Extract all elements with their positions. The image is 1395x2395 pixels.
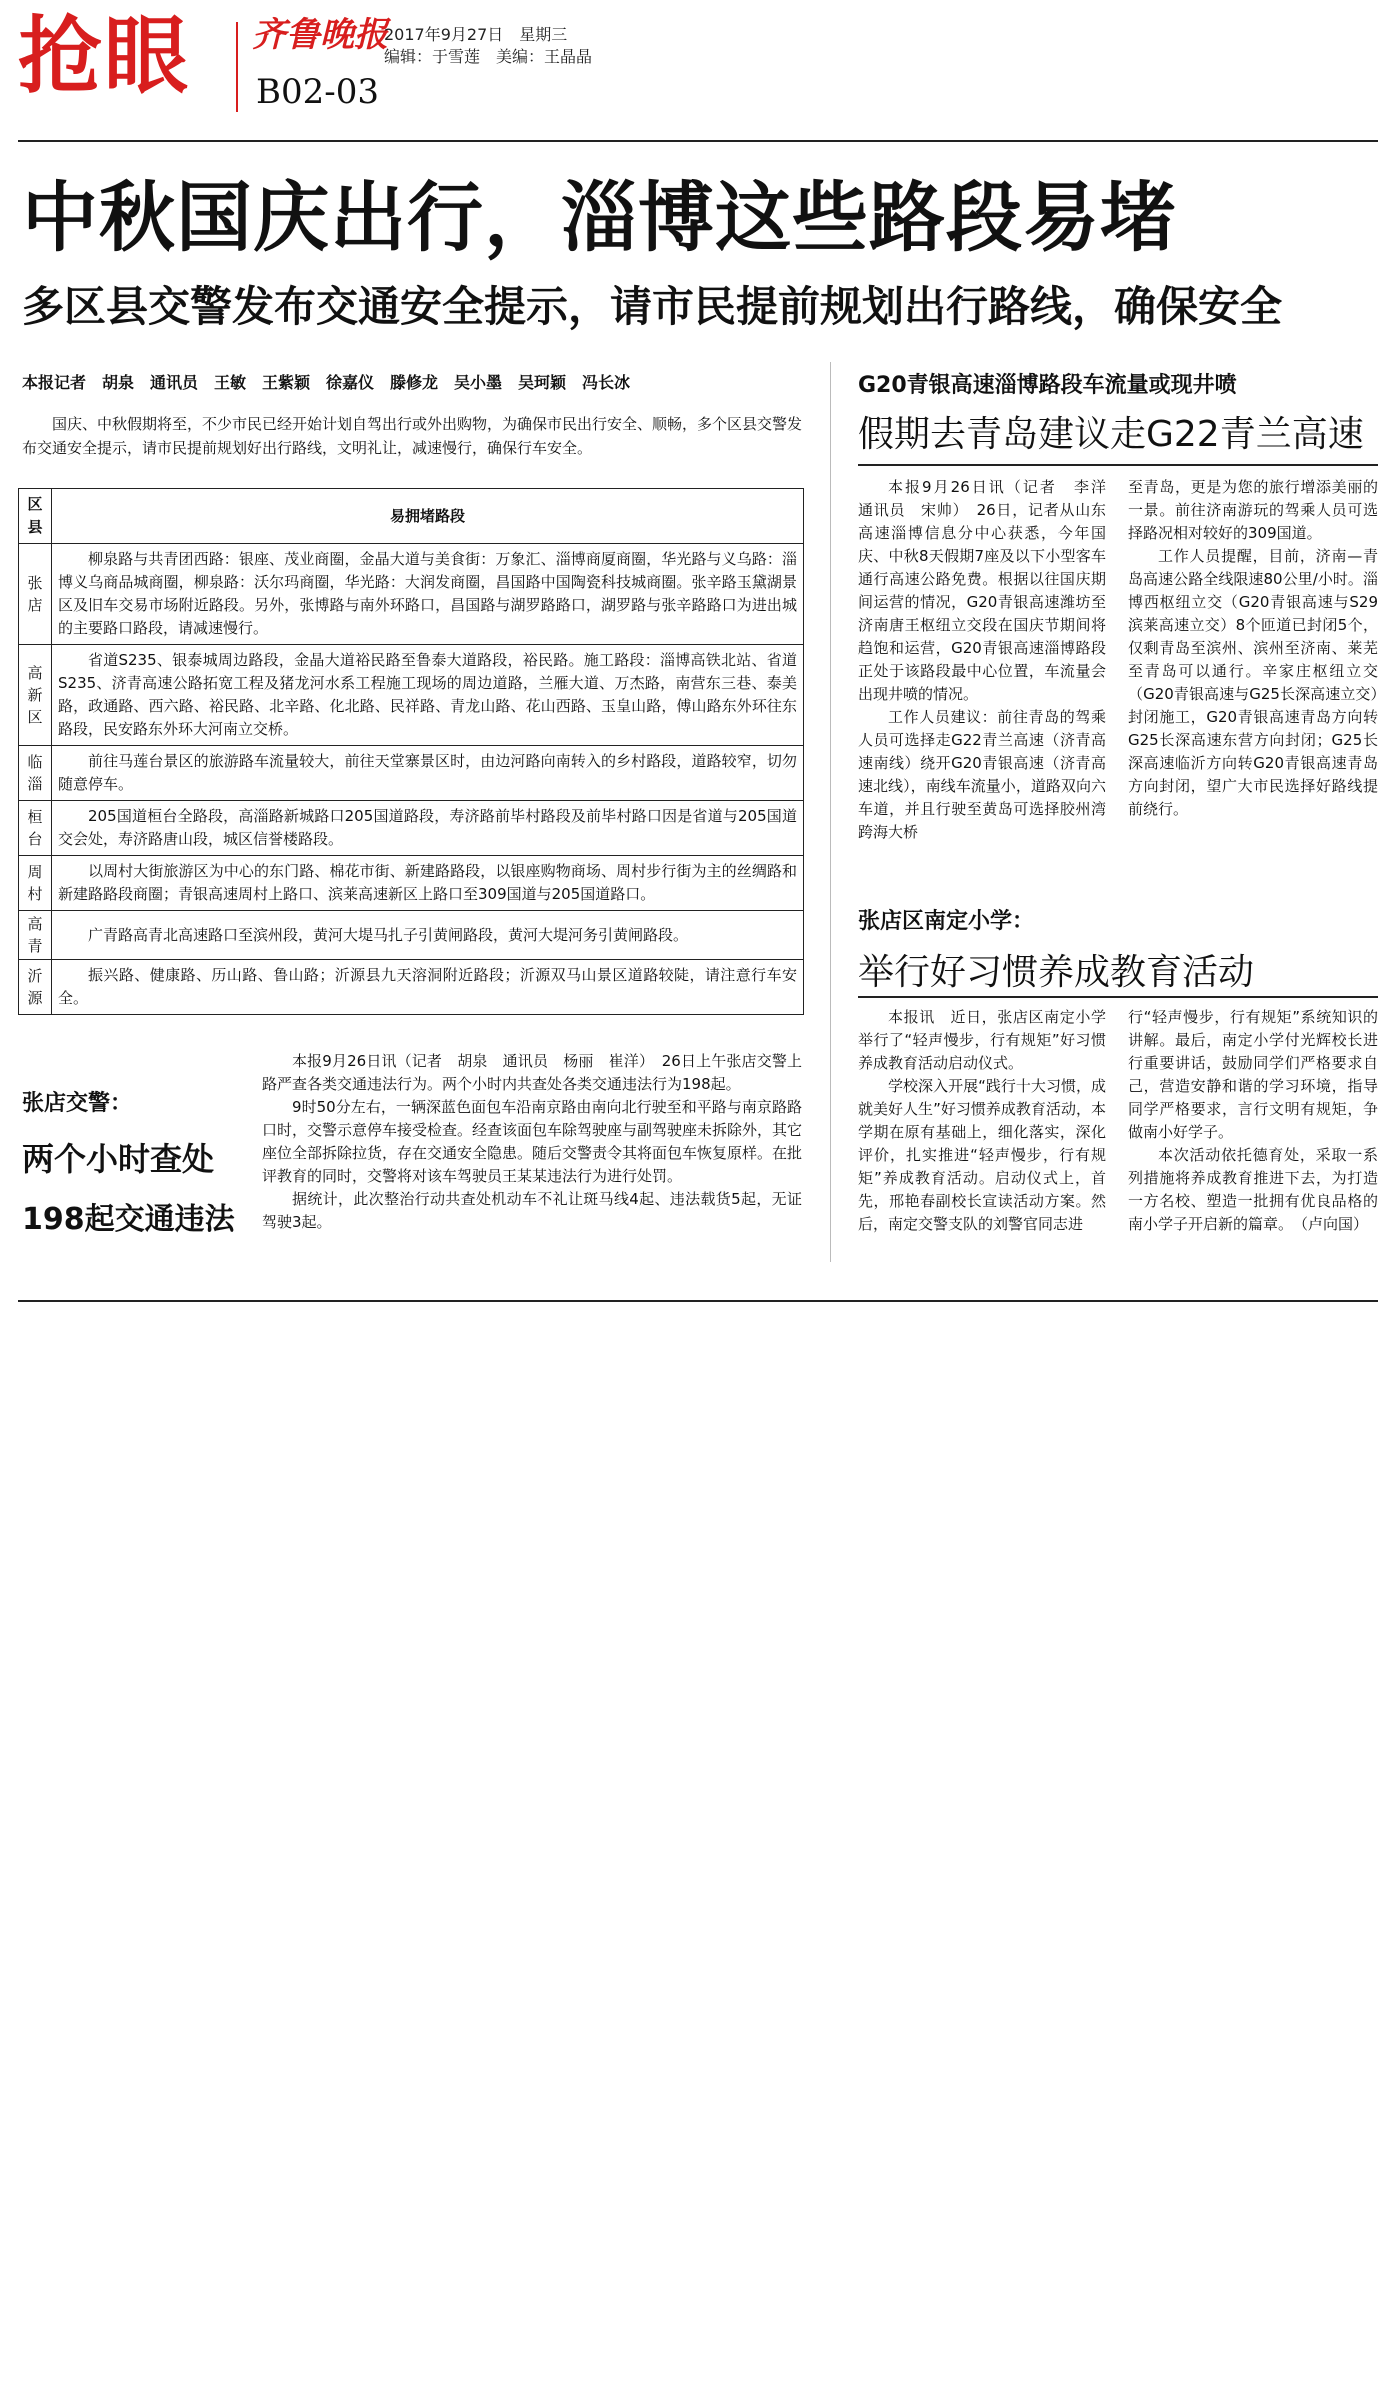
table-row: [19, 544, 804, 645]
main-byline: 本报记者 胡泉 通讯员 王敏 王紫颖 徐嘉仪 滕修龙 吴小墨 吴珂颖 冯长冰: [22, 373, 631, 392]
table-cell-roads: 柳泉路与共青团西路：银座、茂业商圈，金晶大道与美食街：万象汇、淄博商厦商圈，华光路与义乌路：淄博义乌商品城商圈，柳泉路：沃尔玛商圈，华光路：大润发商圈，昌国路中国陶瓷科技城商圈。张辛路玉黛湖景区及旧车交易市场附近路段。另外，张博路与南外环路口，昌国路与湖罗路路口，湖罗路与张辛路路口为进出城的主要路口路段，请减速慢行。: [52, 544, 804, 645]
newspaper-logo: 齐鲁晚报: [252, 15, 388, 55]
congestion-table: [18, 488, 804, 1015]
story-paragraph: 据统计，此次整治行动共查处机动车不礼让斑马线4起、违法载货5起，无证驾驶3起。: [262, 1190, 802, 1231]
story-right2-column1: [858, 1006, 1106, 1236]
story-left-kicker: 张店交警：: [22, 1091, 133, 1116]
story-paragraph: 行“轻声慢步，行有规矩”系统知识的讲解。最后，南定小学付光辉校长进行重要讲话，鼓励同学们严格要求自己，营造安静和谐的学习环境，指导同学严格要求，言行文明有规矩，争做南小好学子。: [1128, 1008, 1378, 1141]
header-divider: [236, 22, 238, 112]
content-bottom-rule: [18, 1300, 1378, 1302]
table-cell-area: 沂源: [19, 960, 52, 1015]
table-cell-area: 高青: [19, 911, 52, 960]
table-cell-roads: 省道S235、银泰城周边路段，金晶大道裕民路至鲁泰大道路段，裕民路。施工路段：淄博高铁北站、省道S235、济青高速公路拓宽工程及猪龙河水系工程施工现场的周边道路，兰雁大道、万杰路，南营东三巷、泰美路，政通路、西六路、裕民路、北辛路、化北路、民祥路、青龙山路、花山西路、玉皇山路，傅山路东外环往东路段，民安路东外环大河南立交桥。: [52, 645, 804, 746]
story-right1-headline: 假期去青岛建议走G22青兰高速: [858, 414, 1364, 455]
story-paragraph: 本报9月26日讯（记者 胡泉 通讯员 杨丽 崔洋） 26日上午张店交警上路严查各类交通违法行为。两个小时内共查处各类交通违法行为198起。: [262, 1052, 802, 1093]
table-row: [19, 645, 804, 746]
table-row: [19, 746, 804, 801]
table-header-row: [19, 489, 804, 544]
story-right1-column2: [1128, 476, 1378, 821]
story-paragraph: 本报9月26日讯（记者 李洋 通讯员 宋帅） 26日，记者从山东高速淄博信息分中心获悉，今年国庆、中秋8天假期7座及以下小型客车通行高速公路免费。根据以往国庆期间运营的情况，G20青银高速潍坊至济南唐王枢纽立交段在国庆节期间将趋饱和运营，G20青银高速淄博路段正处于该路段最中心位置，车流量会出现井喷的情况。: [858, 478, 1122, 703]
table-header-area: 区县: [19, 489, 52, 544]
story-paragraph: 9时50分左右，一辆深蓝色面包车沿南京路由南向北行驶至和平路与南京路路口时，交警示意停车接受检查。经查该面包车除驾驶座与副驾驶座未拆除外，其它座位全部拆除拉货，存在交通安全隐患。随后交警责令其将面包车恢复原样。在批评教育的同时，交警将对该车驾驶员王某某违法行为进行处罚。: [262, 1098, 803, 1185]
story-paragraph: 至青岛，更是为您的旅行增添美丽的一景。前往济南游玩的驾乘人员可选择路况相对较好的309国道。: [1128, 478, 1378, 542]
story-right2-column2: [1128, 1006, 1378, 1236]
story-right2-headline: 举行好习惯养成教育活动: [858, 952, 1255, 993]
page-number: B02-03: [256, 72, 380, 112]
table-row: [19, 801, 804, 856]
section-name: 抢眼: [18, 7, 191, 105]
editors-line: 编辑：于雪莲 美编：王晶晶: [384, 47, 593, 66]
story-right1-rule: [858, 464, 1378, 466]
table-cell-area: 周村: [19, 856, 52, 911]
story-paragraph: 工作人员提醒，目前，济南—青岛高速公路全线限速80公里/小时。淄博西枢纽立交（G20青银高速与S29滨莱高速立交）8个匝道已封闭5个，仅剩青岛至滨州、滨州至济南、莱芜至青岛可以通行。辛家庄枢纽立交（G20青银高速与G25长深高速立交）封闭施工，G20青银高速青岛方向转G25长深高速东营方向封闭；G25长深高速临沂方向转G20青银高速青岛方向封闭，望广大市民选择好路线提前绕行。: [1128, 547, 1378, 818]
main-headline: 中秋国庆出行，淄博这些路段易堵: [22, 173, 1177, 262]
story-right1-kicker: G20青银高速淄博路段车流量或现井喷: [858, 373, 1237, 398]
table-cell-roads: 以周村大街旅游区为中心的东门路、棉花市街、新建路路段，以银座购物商场、周村步行街为主的丝绸路和新建路路段商圈；青银高速周村上路口、滨莱高速新区上路口至309国道与205国道路口。: [52, 856, 804, 911]
main-lead-paragraph: 国庆、中秋假期将至，不少市民已经开始计划自驾出行或外出购物，为确保市民出行安全、顺畅，多个区县交警发布交通安全提示，请市民提前规划好出行路线，文明礼让，减速慢行，确保行车安全。: [22, 415, 803, 457]
story-right2-rule: [858, 996, 1378, 998]
story-paragraph: 工作人员建议：前往青岛的驾乘人员可选择走G22青兰高速（济青高速南线）绕开G20青银高速（济青高速北线），南线车流量小，道路双向六车道，并且行驶至黄岛可选择胶州湾跨海大桥: [858, 708, 1106, 841]
main-subheadline: 多区县交警发布交通安全提示，请市民提前规划出行路线，确保安全: [22, 282, 1283, 331]
story-right2-kicker: 张店区南定小学：: [858, 909, 1035, 934]
table-cell-area: 桓台: [19, 801, 52, 856]
table-cell-area: 临淄: [19, 746, 52, 801]
story-left-headline-line2: 198起交通违法: [22, 1202, 235, 1237]
story-left-body: [262, 1050, 802, 1234]
story-right1-column1: [858, 476, 1122, 844]
table-row: [19, 911, 804, 960]
table-row: [19, 960, 804, 1015]
story-paragraph: 本报讯 近日，张店区南定小学举行了“轻声慢步，行有规矩”好习惯养成教育活动启动仪式。: [858, 1008, 1106, 1072]
story-paragraph: 学校深入开展“践行十大习惯，成就美好人生”好习惯养成教育活动，本学期在原有基础上，细化落实，深化评价，扎实推进“轻声慢步，行有规矩”养成教育活动。启动仪式上，首先，邢艳春副校长宣读活动方案。然后，南定交警支队的刘警官同志进: [858, 1077, 1106, 1233]
table-cell-roads: 205国道桓台全路段，高淄路新城路口205国道路段，寿济路前毕村路段及前毕村路口因是省道与205国道交会处，寿济路唐山段，城区信誉楼路段。: [52, 801, 804, 856]
table-cell-area: 高新区: [19, 645, 52, 746]
column-separator: [830, 362, 831, 1262]
story-left-headline-line1: 两个小时查处: [22, 1140, 215, 1178]
issue-date: 2017年9月27日 星期三: [384, 25, 568, 44]
table-cell-roads: 振兴路、健康路、历山路、鲁山路；沂源县九天溶洞附近路段；沂源双马山景区道路较陡，请注意行车安全。: [52, 960, 804, 1015]
table-row: [19, 856, 804, 911]
table-cell-roads: 前往马莲台景区的旅游路车流量较大，前往天堂寨景区时，由边河路向南转入的乡村路段，道路较窄，切勿随意停车。: [52, 746, 804, 801]
table-header-roads: 易拥堵路段: [52, 489, 804, 544]
header-rule: [18, 140, 1378, 142]
story-paragraph: 本次活动依托德育处，采取一系列措施将养成教育推进下去，为打造一方名校、塑造一批拥有优良品格的南小学子开启新的篇章。 （卢向国）: [1128, 1146, 1378, 1233]
table-cell-roads: 广青路高青北高速路口至滨州段，黄河大堤马扎子引黄闸路段，黄河大堤河务引黄闸路段。: [52, 911, 804, 960]
table-cell-area: 张店: [19, 544, 52, 645]
